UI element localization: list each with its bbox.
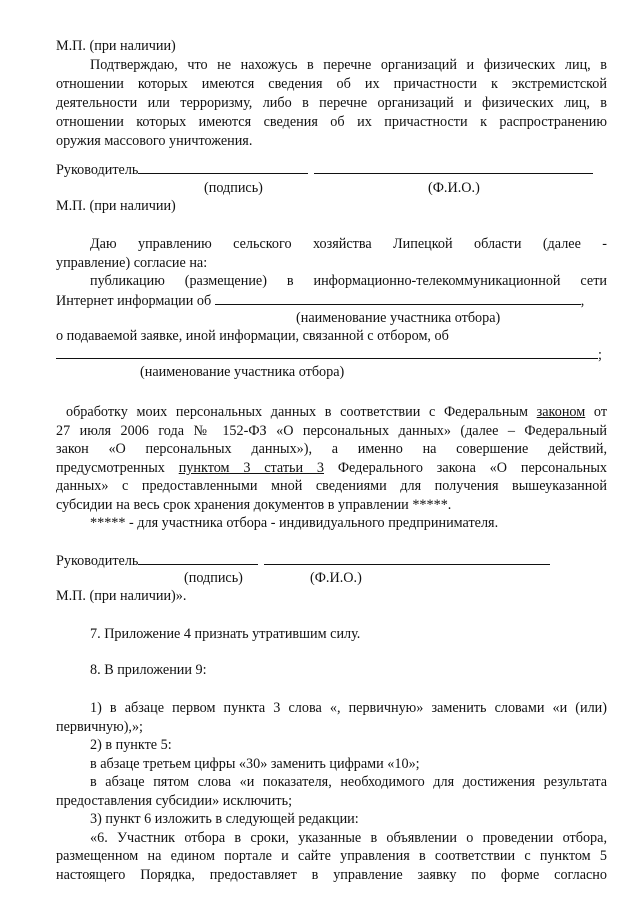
stamp-note: М.П. (при наличии): [56, 38, 176, 54]
personal-data-line: 27 июля 2006 года № 152-ФЗ «О персональных данных» (далее – Федеральный: [56, 423, 607, 439]
paragraph-7: 7. Приложение 4 признать утратившим силу.: [90, 626, 361, 642]
participant-name-line: [56, 346, 598, 359]
stamp-note: М.П. (при наличии)».: [56, 588, 187, 604]
participant-name-hint: (наименование участника отбора): [296, 310, 501, 326]
personal-data-line: закон «О персональных данных»), а именно на совершение действий,: [56, 441, 607, 457]
fio-hint: (Ф.И.О.): [310, 570, 362, 586]
participant-name-hint: (наименование участника отбора): [140, 364, 345, 380]
personal-data-line: данных» с предоставленными мной сведениями для получения вышеуказанной: [56, 478, 607, 494]
personal-data-line: предусмотренных пунктом 3 статьи 3 Федерального закона «О персональных: [56, 460, 608, 476]
amendment-line: 2) в пункте 5:: [90, 737, 172, 753]
footnote: ***** - для участника отбора - индивидуального предпринимателя.: [90, 515, 499, 531]
signature-line: [138, 552, 258, 565]
fio-hint: (Ф.И.О.): [428, 180, 480, 196]
consent-line: ;: [56, 346, 602, 364]
amendment-line: 3) пункт 6 изложить в следующей редакции:: [90, 811, 359, 827]
amendment-line: 1) в абзаце первом пункта 3 слова «, первичную» заменить словами «и (или): [90, 700, 607, 716]
fio-line: [264, 552, 550, 565]
signature-hint: (подпись): [204, 180, 263, 196]
amendment-line: «6. Участник отбора в сроки, указанные в объявлении о проведении отбора,: [90, 830, 607, 846]
stamp-note: М.П. (при наличии): [56, 198, 176, 214]
consent-line: управление) согласие на:: [56, 255, 208, 271]
law-link[interactable]: законом: [536, 404, 586, 420]
amendment-line: предоставления субсидии» исключить;: [56, 793, 293, 809]
signature-row-2: [56, 552, 550, 570]
confirmation-line: Подтверждаю, что не нахожусь в перечне организаций и физических лиц, в: [90, 57, 607, 73]
consent-line: о подаваемой заявке, иной информации, связанной с отбором, об: [56, 328, 449, 344]
amendment-line: первичную),»;: [56, 719, 144, 735]
head-label: Руководитель: [56, 162, 139, 178]
confirmation-line: деятельности или терроризму, либо в перечне организаций и физических лиц, в: [56, 95, 607, 111]
amendment-line: размещенном на едином портале и сайте управления в соответствии с пунктом 5: [56, 848, 607, 864]
head-label: Руководитель: [56, 553, 139, 569]
confirmation-line: отношении которых имеются сведения об их причастности к распространению: [56, 114, 607, 130]
amendment-line: в абзаце третьем цифры «30» заменить цифрами «10»;: [90, 756, 420, 772]
amendment-line: в абзаце пятом слова «и показателя, необходимого для достижения результата: [90, 774, 607, 790]
consent-line: публикацию (размещение) в информационно-телекоммуникационной сети: [90, 273, 607, 289]
personal-data-line: субсидии на весь срок хранения документов в управлении *****.: [56, 497, 452, 513]
confirmation-line: отношении которых имеются сведения об их причастности к экстремистской: [56, 76, 607, 92]
personal-data-line: обработку моих персональных данных в соответствии с Федеральным законом от: [66, 404, 608, 420]
paragraph-8: 8. В приложении 9:: [90, 662, 207, 678]
consent-line: Интернет информации об ,: [56, 293, 585, 309]
participant-name-line: [215, 292, 581, 305]
consent-line: Даю управлению сельского хозяйства Липецкой области (далее -: [90, 236, 607, 252]
amendment-line: настоящего Порядка, предоставляет в управление заявку по форме согласно: [56, 867, 607, 883]
article-link[interactable]: пунктом 3 статьи 3: [178, 460, 325, 476]
confirmation-line: оружия массового уничтожения.: [56, 133, 253, 149]
signature-line: [138, 161, 308, 174]
signature-hint: (подпись): [184, 570, 243, 586]
signature-row-1: [56, 161, 593, 179]
fio-line: [314, 161, 593, 174]
